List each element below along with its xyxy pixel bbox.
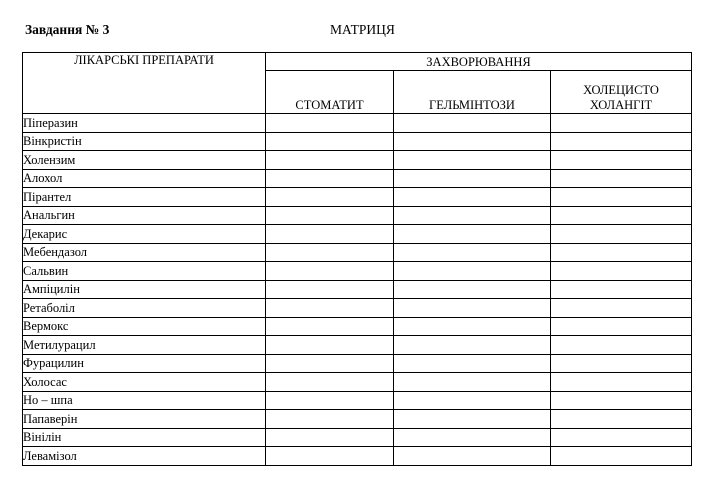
table-row (23, 151, 692, 170)
matrix-cell (266, 151, 394, 170)
matrix-cell (394, 317, 551, 336)
matrix-cell (551, 336, 692, 355)
drug-name-cell: Метилурацил (23, 336, 266, 355)
task-label: Завдання № 3 (25, 22, 110, 37)
table-row (23, 447, 692, 466)
matrix-cell (266, 280, 394, 299)
drug-column-header: ЛІКАРСЬКІ ПРЕПАРАТИ (23, 53, 266, 114)
matrix-cell (394, 262, 551, 281)
matrix-cell (551, 354, 692, 373)
drug-name-cell: Левамізол (23, 447, 266, 466)
matrix-table (22, 52, 692, 466)
matrix-cell (266, 410, 394, 429)
matrix-cell (394, 132, 551, 151)
table-row (23, 225, 692, 244)
matrix-cell (394, 373, 551, 392)
drug-name-cell: Холосас (23, 373, 266, 392)
matrix-cell (551, 447, 692, 466)
matrix-cell (266, 428, 394, 447)
matrix-cell (551, 391, 692, 410)
matrix-cell (394, 391, 551, 410)
matrix-cell (394, 169, 551, 188)
matrix-cell (266, 299, 394, 318)
table-row (23, 354, 692, 373)
drug-name-cell: Ампіцилін (23, 280, 266, 299)
matrix-cell (266, 336, 394, 355)
drug-name-cell: Піперазин (23, 114, 266, 133)
disease-column-stomatit: СТОМАТИТ (266, 71, 394, 114)
drug-name-cell: Папаверін (23, 410, 266, 429)
matrix-cell (551, 188, 692, 207)
table-row (23, 280, 692, 299)
drug-name-cell: Пірантел (23, 188, 266, 207)
matrix-cell (394, 114, 551, 133)
matrix-cell (394, 410, 551, 429)
matrix-cell (551, 151, 692, 170)
matrix-cell (551, 410, 692, 429)
drug-name-cell: Ретаболіл (23, 299, 266, 318)
matrix-cell (266, 262, 394, 281)
drug-name-cell: Но – шпа (23, 391, 266, 410)
matrix-cell (266, 243, 394, 262)
matrix-cell (551, 132, 692, 151)
matrix-cell (551, 225, 692, 244)
matrix-cell (394, 428, 551, 447)
matrix-cell (394, 225, 551, 244)
matrix-cell (551, 243, 692, 262)
matrix-cell (266, 169, 394, 188)
drug-name-cell: Вінкристін (23, 132, 266, 151)
table-row (23, 132, 692, 151)
matrix-cell (266, 188, 394, 207)
drug-name-cell: Вермокс (23, 317, 266, 336)
matrix-cell (266, 114, 394, 133)
matrix-cell (394, 188, 551, 207)
page-title: МАТРИЦЯ (330, 22, 395, 37)
matrix-cell (266, 317, 394, 336)
drug-rows (23, 114, 692, 466)
table-row (23, 243, 692, 262)
drug-name-cell: Алохол (23, 169, 266, 188)
disease-column-kholetsysto-kholanhit: ХОЛЕЦИСТО ХОЛАНГІТ (551, 71, 692, 114)
matrix-cell (266, 354, 394, 373)
drug-name-cell: Сальвин (23, 262, 266, 281)
document-header (0, 22, 711, 42)
matrix-cell (551, 428, 692, 447)
matrix-cell (266, 206, 394, 225)
matrix-cell (394, 243, 551, 262)
table-row (23, 336, 692, 355)
table-row (23, 373, 692, 392)
disease-group-header: ЗАХВОРЮВАННЯ (266, 53, 692, 71)
table-row (23, 317, 692, 336)
matrix-cell (394, 299, 551, 318)
matrix-cell (266, 225, 394, 244)
matrix-cell (551, 317, 692, 336)
matrix-cell (394, 354, 551, 373)
drug-name-cell: Анальгин (23, 206, 266, 225)
table-row (23, 114, 692, 133)
matrix-cell (266, 391, 394, 410)
matrix-cell (551, 280, 692, 299)
matrix-cell (266, 373, 394, 392)
table-row (23, 391, 692, 410)
matrix-cell (394, 336, 551, 355)
drug-name-cell: Мебендазол (23, 243, 266, 262)
matrix-cell (394, 447, 551, 466)
header-row-group (23, 53, 692, 71)
matrix-cell (394, 280, 551, 299)
matrix-cell (551, 114, 692, 133)
matrix-cell (266, 447, 394, 466)
drug-name-cell: Фурацилин (23, 354, 266, 373)
matrix-cell (551, 299, 692, 318)
table-row (23, 206, 692, 225)
matrix-cell (394, 206, 551, 225)
table-row (23, 169, 692, 188)
matrix-cell (551, 373, 692, 392)
disease-column-helmintozy: ГЕЛЬМІНТОЗИ (394, 71, 551, 114)
table-row (23, 188, 692, 207)
matrix-cell (266, 132, 394, 151)
matrix-cell (551, 206, 692, 225)
table-row (23, 428, 692, 447)
matrix-cell (551, 262, 692, 281)
matrix-cell (551, 169, 692, 188)
table-row (23, 262, 692, 281)
matrix-cell (394, 151, 551, 170)
table-row (23, 410, 692, 429)
drug-name-cell: Холензим (23, 151, 266, 170)
table-row (23, 299, 692, 318)
drug-name-cell: Декарис (23, 225, 266, 244)
drug-name-cell: Вінілін (23, 428, 266, 447)
